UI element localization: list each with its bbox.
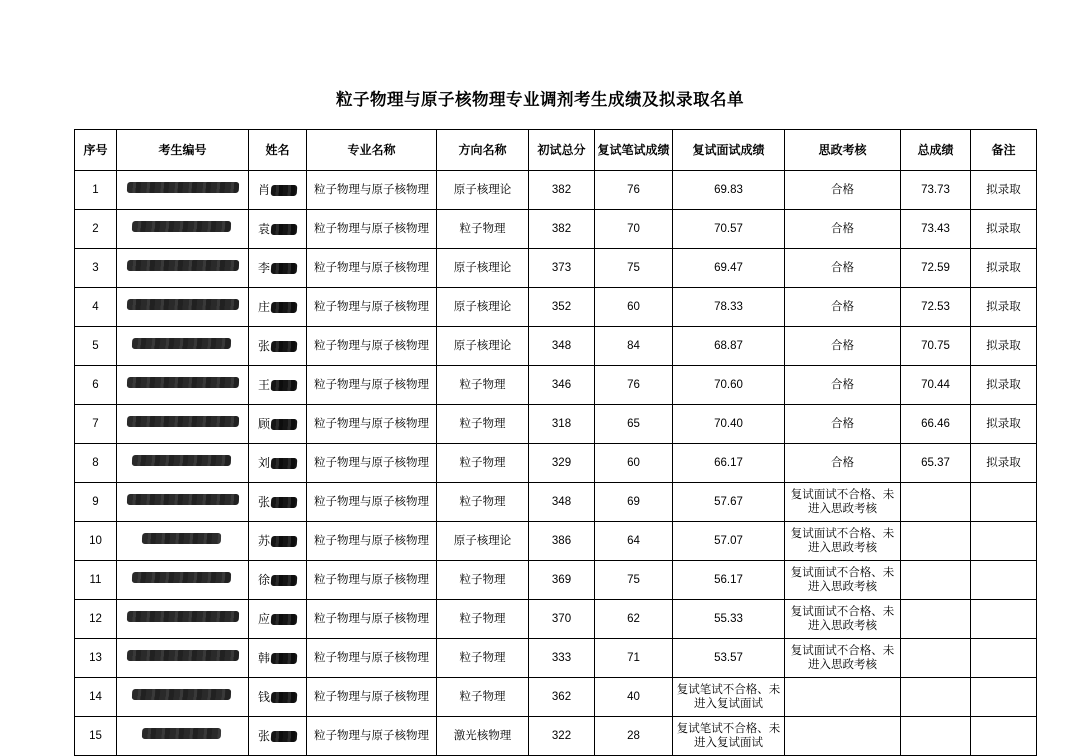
cell-interview-score: 57.07 [673,522,785,561]
cell-remark: 拟录取 [971,288,1037,327]
cell-remark [971,522,1037,561]
redaction-mark [271,380,298,391]
redaction-mark [271,263,298,274]
cell-name [249,600,307,639]
redaction-mark [271,458,298,469]
cell-major: 粒子物理与原子核物理 [307,249,437,288]
cell-major: 粒子物理与原子核物理 [307,483,437,522]
cell-major: 粒子物理与原子核物理 [307,444,437,483]
cell-major: 粒子物理与原子核物理 [307,678,437,717]
cell-interview-score: 57.67 [673,483,785,522]
cell-total-score [901,600,971,639]
cell-major: 粒子物理与原子核物理 [307,210,437,249]
table-header [75,130,1037,171]
redaction-mark [119,493,246,506]
cell-major: 粒子物理与原子核物理 [307,405,437,444]
cell-remark [971,483,1037,522]
redaction-mark [271,575,298,586]
cell-written-score: 40 [595,678,673,717]
redaction-mark [119,610,246,623]
cell-total-score [901,522,971,561]
cell-interview-score: 69.47 [673,249,785,288]
cell-interview-score: 78.33 [673,288,785,327]
cell-first-exam-total: 370 [529,600,595,639]
column-header-ideology-check: 思政考核 [785,130,901,171]
cell-direction: 粒子物理 [437,678,529,717]
cell-name [249,171,307,210]
cell-written-score: 60 [595,444,673,483]
cell-ideology-check: 合格 [785,405,901,444]
cell-remark: 拟录取 [971,249,1037,288]
cell-name [249,327,307,366]
cell-ideology-check: 合格 [785,210,901,249]
cell-ideology-check [785,717,901,756]
cell-direction: 原子核理论 [437,171,529,210]
column-header-total-score: 总成绩 [901,130,971,171]
cell-candidate-number [117,171,249,210]
redaction-mark [271,497,298,508]
cell-candidate-number [117,288,249,327]
cell-first-exam-total: 348 [529,327,595,366]
cell-written-score: 28 [595,717,673,756]
cell-direction: 原子核理论 [437,327,529,366]
cell-name [249,444,307,483]
cell-written-score: 75 [595,561,673,600]
cell-total-score: 70.75 [901,327,971,366]
redaction-mark [271,224,298,235]
cell-direction: 粒子物理 [437,210,529,249]
cell-written-score: 65 [595,405,673,444]
cell-written-score: 75 [595,249,673,288]
cell-ideology-check: 合格 [785,249,901,288]
table-row [75,249,1037,288]
page-title: 粒子物理与原子核物理专业调剂考生成绩及拟录取名单 [336,91,744,109]
cell-total-score: 72.53 [901,288,971,327]
cell-remark [971,561,1037,600]
cell-first-exam-total: 352 [529,288,595,327]
table-row [75,561,1037,600]
cell-total-score: 73.43 [901,210,971,249]
table-row [75,288,1037,327]
column-header-remark: 备注 [971,130,1037,171]
name-visible-char: 袁 [257,221,270,236]
cell-first-exam-total: 322 [529,717,595,756]
cell-index: 12 [75,600,117,639]
cell-remark: 拟录取 [971,171,1037,210]
name-visible-char: 徐 [257,572,270,587]
cell-total-score [901,639,971,678]
cell-major: 粒子物理与原子核物理 [307,639,437,678]
redaction-mark [271,185,298,196]
cell-remark [971,678,1037,717]
cell-index: 15 [75,717,117,756]
cell-ideology-check: 合格 [785,366,901,405]
cell-ideology-check: 复试面试不合格、未进入思政考核 [785,522,901,561]
cell-index: 8 [75,444,117,483]
cell-index: 4 [75,288,117,327]
cell-name [249,717,307,756]
name-visible-char: 钱 [257,689,270,704]
table-row [75,366,1037,405]
column-header-interview-score: 复试面试成绩 [673,130,785,171]
cell-candidate-number [117,327,249,366]
cell-interview-score: 70.57 [673,210,785,249]
cell-written-score: 69 [595,483,673,522]
redaction-mark [119,532,246,545]
table-row [75,210,1037,249]
cell-written-score: 64 [595,522,673,561]
cell-first-exam-total: 318 [529,405,595,444]
cell-ideology-check: 复试面试不合格、未进入思政考核 [785,561,901,600]
cell-index: 11 [75,561,117,600]
cell-remark [971,600,1037,639]
cell-candidate-number [117,522,249,561]
table-row [75,327,1037,366]
column-header-name: 姓名 [249,130,307,171]
cell-index: 13 [75,639,117,678]
cell-direction: 粒子物理 [437,444,529,483]
redaction-mark [271,302,298,313]
name-visible-char: 庄 [257,299,270,314]
cell-name [249,249,307,288]
cell-major: 粒子物理与原子核物理 [307,327,437,366]
cell-interview-score: 复试笔试不合格、未进入复试面试 [673,717,785,756]
cell-major: 粒子物理与原子核物理 [307,600,437,639]
cell-ideology-check: 合格 [785,171,901,210]
cell-total-score: 72.59 [901,249,971,288]
cell-first-exam-total: 382 [529,171,595,210]
cell-ideology-check: 复试面试不合格、未进入思政考核 [785,483,901,522]
cell-remark: 拟录取 [971,210,1037,249]
redaction-mark [119,688,246,701]
cell-direction: 原子核理论 [437,249,529,288]
name-visible-char: 肖 [257,182,270,197]
cell-candidate-number [117,561,249,600]
name-visible-char: 刘 [257,455,270,470]
name-visible-char: 张 [257,494,270,509]
cell-direction: 激光核物理 [437,717,529,756]
header-row [75,130,1037,171]
column-header-major: 专业名称 [307,130,437,171]
cell-first-exam-total: 386 [529,522,595,561]
cell-candidate-number [117,717,249,756]
cell-interview-score: 56.17 [673,561,785,600]
cell-major: 粒子物理与原子核物理 [307,561,437,600]
cell-interview-score: 70.60 [673,366,785,405]
cell-index: 6 [75,366,117,405]
cell-interview-score: 66.17 [673,444,785,483]
cell-first-exam-total: 382 [529,210,595,249]
name-visible-char: 王 [257,377,270,392]
grades-table-wrapper [74,129,1021,756]
table-row [75,444,1037,483]
redaction-mark [119,454,246,467]
grades-table [74,129,1037,756]
cell-candidate-number [117,483,249,522]
table-row [75,639,1037,678]
cell-index: 3 [75,249,117,288]
cell-name [249,483,307,522]
cell-candidate-number [117,405,249,444]
table-body [75,171,1037,756]
cell-ideology-check [785,678,901,717]
cell-direction: 原子核理论 [437,288,529,327]
cell-candidate-number [117,210,249,249]
redaction-mark [119,571,246,584]
redaction-mark [119,259,246,272]
cell-major: 粒子物理与原子核物理 [307,522,437,561]
cell-written-score: 84 [595,327,673,366]
name-visible-char: 顾 [257,416,270,431]
table-row [75,678,1037,717]
redaction-mark [119,298,246,311]
redaction-mark [271,614,298,625]
cell-remark: 拟录取 [971,327,1037,366]
cell-ideology-check: 复试面试不合格、未进入思政考核 [785,639,901,678]
table-row [75,522,1037,561]
cell-interview-score: 53.57 [673,639,785,678]
name-visible-char: 张 [257,728,270,743]
cell-first-exam-total: 346 [529,366,595,405]
cell-candidate-number [117,366,249,405]
cell-remark: 拟录取 [971,366,1037,405]
name-visible-char: 苏 [257,533,270,548]
cell-major: 粒子物理与原子核物理 [307,366,437,405]
cell-index: 2 [75,210,117,249]
cell-direction: 粒子物理 [437,366,529,405]
column-header-written-score: 复试笔试成绩 [595,130,673,171]
cell-name [249,366,307,405]
cell-name [249,210,307,249]
redaction-mark [119,415,246,428]
cell-total-score: 73.73 [901,171,971,210]
cell-total-score [901,717,971,756]
cell-direction: 粒子物理 [437,405,529,444]
table-row [75,405,1037,444]
redaction-mark [119,181,246,194]
cell-candidate-number [117,678,249,717]
cell-written-score: 76 [595,366,673,405]
redaction-mark [119,376,246,389]
cell-total-score [901,678,971,717]
cell-name [249,678,307,717]
cell-written-score: 70 [595,210,673,249]
cell-ideology-check: 合格 [785,444,901,483]
cell-first-exam-total: 333 [529,639,595,678]
column-header-direction: 方向名称 [437,130,529,171]
cell-name [249,288,307,327]
cell-written-score: 60 [595,288,673,327]
redaction-mark [119,727,246,740]
cell-candidate-number [117,639,249,678]
cell-written-score: 71 [595,639,673,678]
table-row [75,717,1037,756]
name-visible-char: 韩 [257,650,270,665]
cell-name [249,522,307,561]
redaction-mark [119,649,246,662]
cell-total-score: 70.44 [901,366,971,405]
cell-direction: 粒子物理 [437,561,529,600]
cell-interview-score: 70.40 [673,405,785,444]
redaction-mark [271,653,298,664]
cell-direction: 原子核理论 [437,522,529,561]
cell-index: 9 [75,483,117,522]
cell-first-exam-total: 369 [529,561,595,600]
name-visible-char: 张 [257,338,270,353]
cell-candidate-number [117,249,249,288]
table-row [75,171,1037,210]
cell-ideology-check: 合格 [785,288,901,327]
cell-direction: 粒子物理 [437,600,529,639]
cell-index: 14 [75,678,117,717]
cell-major: 粒子物理与原子核物理 [307,717,437,756]
redaction-mark [271,341,298,352]
cell-interview-score: 复试笔试不合格、未进入复试面试 [673,678,785,717]
cell-total-score [901,561,971,600]
cell-ideology-check: 复试面试不合格、未进入思政考核 [785,600,901,639]
cell-remark: 拟录取 [971,444,1037,483]
cell-interview-score: 68.87 [673,327,785,366]
cell-direction: 粒子物理 [437,483,529,522]
redaction-mark [271,536,298,547]
cell-major: 粒子物理与原子核物理 [307,288,437,327]
name-visible-char: 应 [257,611,270,626]
cell-written-score: 62 [595,600,673,639]
cell-index: 1 [75,171,117,210]
cell-name [249,639,307,678]
cell-candidate-number [117,600,249,639]
cell-total-score: 65.37 [901,444,971,483]
cell-written-score: 76 [595,171,673,210]
cell-name [249,405,307,444]
column-header-first-exam-total: 初试总分 [529,130,595,171]
cell-direction: 粒子物理 [437,639,529,678]
cell-first-exam-total: 329 [529,444,595,483]
cell-candidate-number [117,444,249,483]
cell-index: 10 [75,522,117,561]
cell-first-exam-total: 348 [529,483,595,522]
column-header-index: 序号 [75,130,117,171]
cell-total-score [901,483,971,522]
redaction-mark [271,419,298,430]
cell-remark [971,717,1037,756]
cell-first-exam-total: 373 [529,249,595,288]
redaction-mark [271,731,298,742]
column-header-candidate-number: 考生编号 [117,130,249,171]
table-row [75,483,1037,522]
redaction-mark [119,220,246,233]
cell-index: 7 [75,405,117,444]
cell-total-score: 66.46 [901,405,971,444]
cell-index: 5 [75,327,117,366]
name-visible-char: 李 [257,260,270,275]
cell-interview-score: 55.33 [673,600,785,639]
cell-first-exam-total: 362 [529,678,595,717]
cell-name [249,561,307,600]
redaction-mark [271,692,298,703]
cell-ideology-check: 合格 [785,327,901,366]
table-row [75,600,1037,639]
cell-remark [971,639,1037,678]
cell-remark: 拟录取 [971,405,1037,444]
cell-interview-score: 69.83 [673,171,785,210]
cell-major: 粒子物理与原子核物理 [307,171,437,210]
redaction-mark [119,337,246,350]
